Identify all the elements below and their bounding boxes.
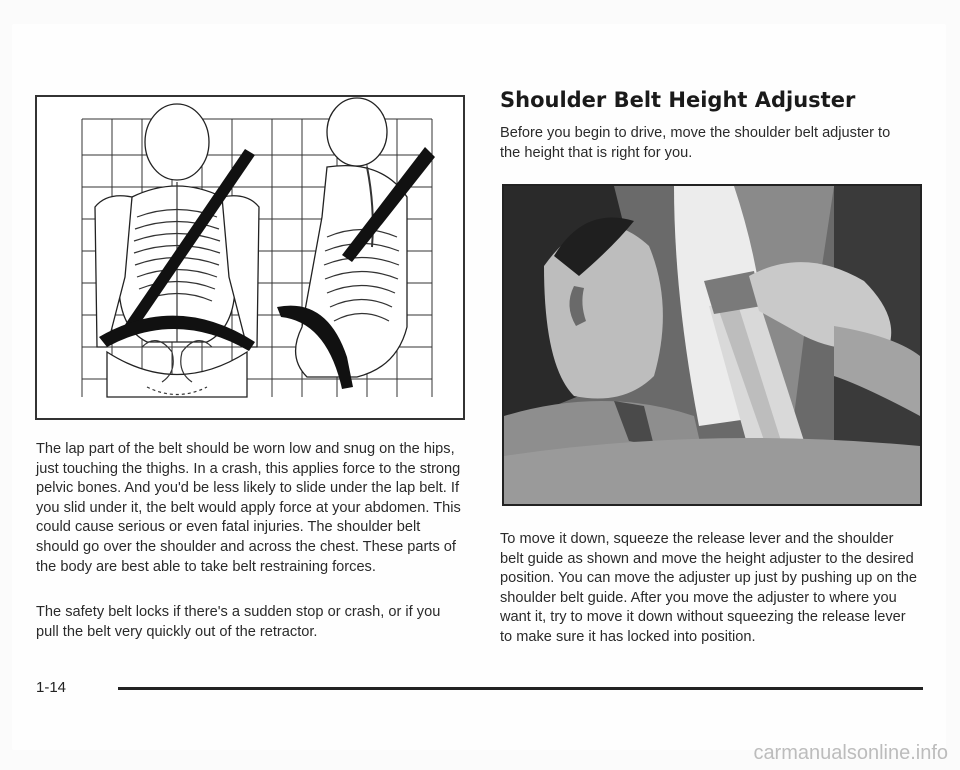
footer-rule: [118, 687, 923, 690]
lap-belt-paragraph: The lap part of the belt should be worn low and snug on the hips, just touching the thighs. In a crash, this applies force to the strong pelvic bones. And you'd be less likely to slide under the lap belt. If you slid under it, the belt would apply force at your abdomen. This could cause serious or even fatal injuries. The shoulder belt should go over the shoulder and across the chest. These parts of the body are best able to take belt restraining forces.: [36, 441, 461, 575]
side-skeleton: [296, 98, 407, 377]
watermark: carmanualsonline.info: [753, 742, 948, 764]
move-adjuster-paragraph: To move it down, squeeze the release lever and the shoulder belt guide as shown and move the height adjuster to the desired position. You can move the adjuster up just by pushing up on the shoulder belt guide. After you move the adjuster to where you want it, try to move it down without squeezing the release lever to make sure it has locked into position.: [500, 531, 918, 645]
section-heading: Shoulder Belt Height Adjuster: [500, 88, 856, 112]
intro-paragraph: Before you begin to drive, move the shoulder belt adjuster to the height that is right for you.: [500, 125, 891, 161]
skeleton-belt-illustration: [35, 95, 465, 420]
belt-locks-paragraph: The safety belt locks if there's a sudden stop or crash, or if you pull the belt very quickly out of the retractor.: [36, 604, 441, 640]
belt-adjuster-photo: [502, 184, 922, 506]
page-number: 1-14: [36, 679, 67, 696]
